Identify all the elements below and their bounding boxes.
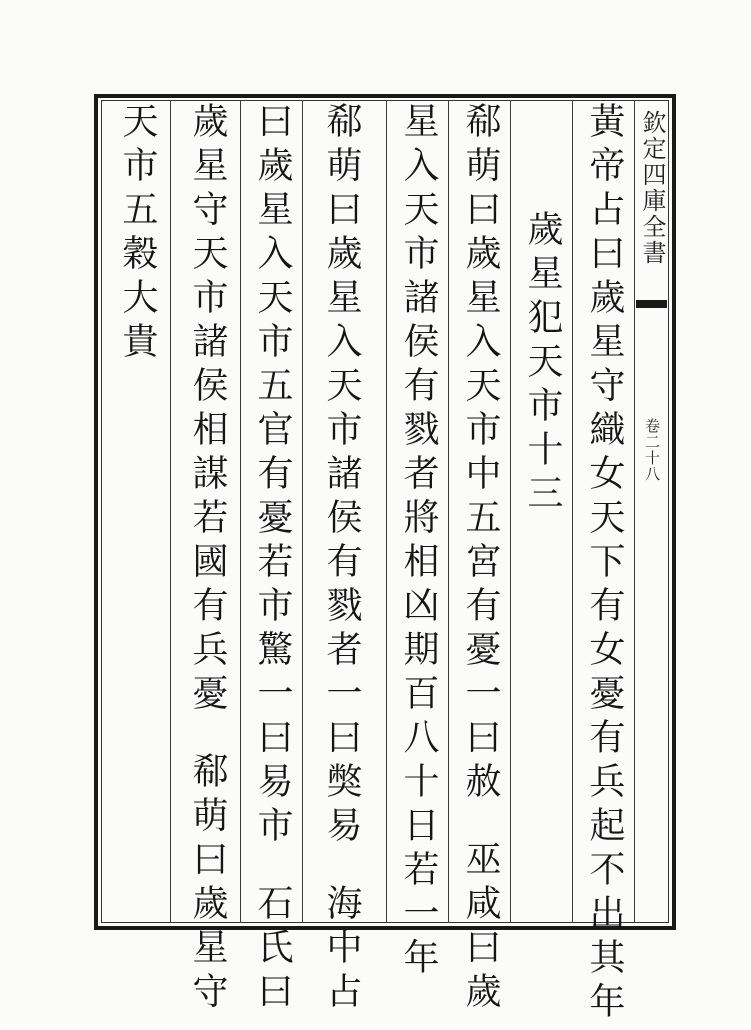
column-text: 郗萌曰歲星入天市諸侯有戮者一曰獘易: [321, 102, 362, 850]
column-text: 天市五穀大貴: [117, 102, 158, 366]
text-column-2: [511, 102, 573, 1030]
book-title: 欽定四庫全書: [638, 110, 666, 266]
column-text: 郗萌曰歲星入天市中五宮有憂一曰赦: [460, 102, 501, 806]
column-text: 郗萌曰歲星守: [187, 752, 228, 1016]
column-text: 歲星犯天市十三: [522, 210, 563, 518]
column-text: 曰歲星入天市五官有憂若市驚一曰易市: [252, 102, 293, 850]
text-column-6: [241, 102, 303, 1016]
text-column-8: [106, 102, 168, 922]
column-text: 海中占: [321, 884, 362, 1016]
column-text: 黃帝占曰歲星守織女天下有女憂有兵起不出其年: [584, 102, 625, 1026]
margin-strip: [634, 100, 669, 923]
text-column-1: [573, 102, 635, 1026]
text-column-3: [449, 102, 511, 1016]
column-text: 巫咸曰歲: [460, 840, 501, 1016]
volume-label: 卷二十八: [643, 418, 661, 482]
text-column-7: [176, 102, 238, 1016]
column-text: 石氏曰: [252, 884, 293, 1016]
column-text: 星入天市諸侯有戮者將相凶期百八十日若一年: [398, 102, 439, 982]
column-text: 歲星守天市諸侯相謀若國有兵憂: [187, 102, 228, 718]
text-column-5: [310, 102, 372, 1016]
column-rule: [170, 100, 171, 923]
fishtail-mark: [636, 300, 667, 308]
text-column-4: [387, 102, 449, 982]
